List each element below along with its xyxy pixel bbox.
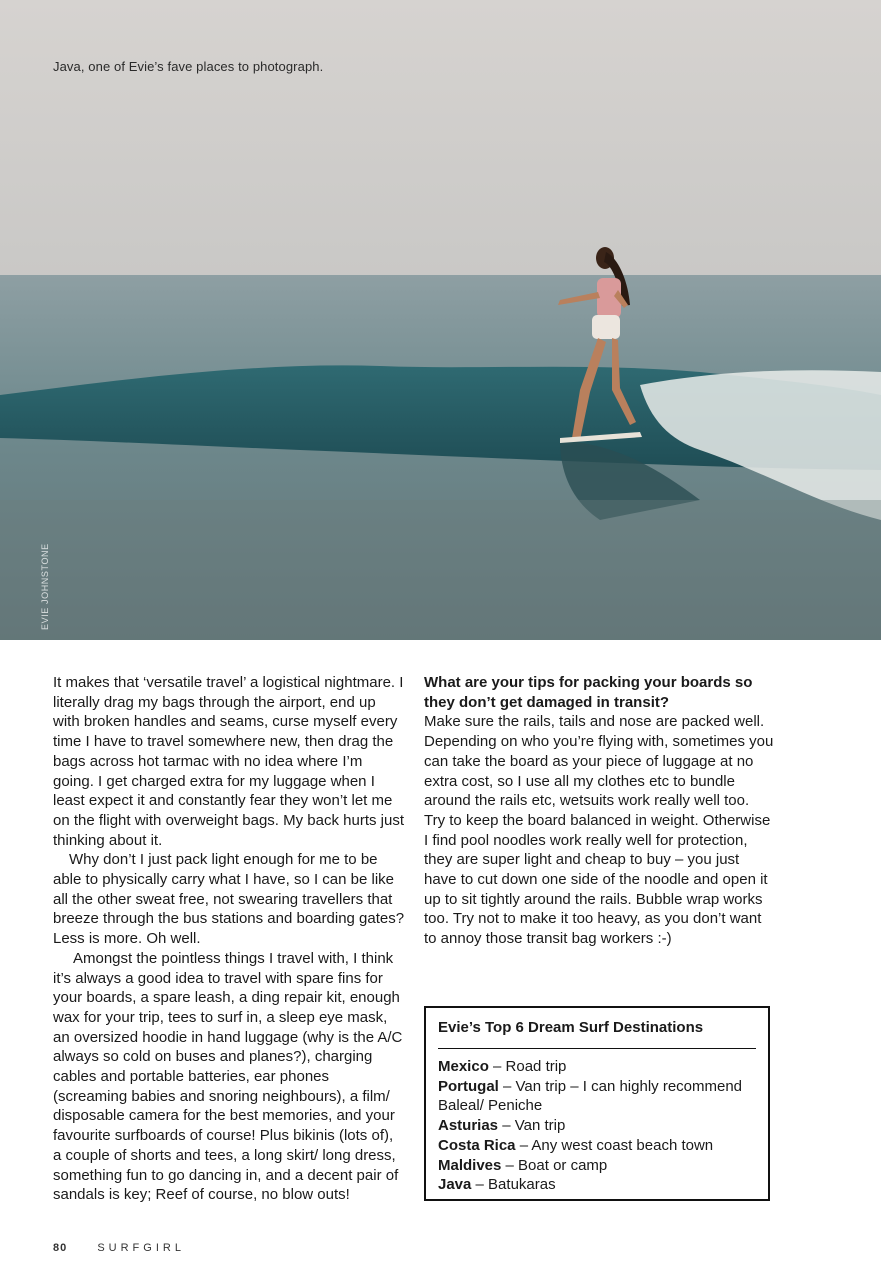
destination-item bbox=[438, 1077, 756, 1116]
body-paragraph: Amongst the pointless things I travel with, I think it’s always a good idea to travel with spare fins for your boards, a spare leash, a ding repair kit, enough wax for your trip, tees to surf in, a sleep eye mask, an oversized hoodie in hand luggage (why is the A/C always so cold on buses and planes?), charging cables and portable batteries, ear phones (screaming babies and snoring neighbours), a film/ disposable camera for the best memories, and your favourite surfboards of course! Plus bikinis (lots of), a couple of shorts and tees, a long skirt/ long dress, something fun to go dancing in, and a decent pair of sandals is key; Reef of course, no blow outs! bbox=[53, 949, 403, 1204]
destination-place: Mexico bbox=[438, 1058, 489, 1075]
destination-item bbox=[438, 1136, 756, 1156]
destination-item bbox=[438, 1175, 756, 1195]
interview-question: What are your tips for packing your boards so they don’t get damaged in transit? bbox=[424, 674, 753, 711]
photo-caption: Java, one of Evie’s fave places to photograph. bbox=[53, 59, 324, 74]
destination-note: – Boat or camp bbox=[501, 1156, 608, 1174]
destination-note: – Any west coast beach town bbox=[515, 1136, 714, 1154]
destination-item bbox=[438, 1156, 756, 1176]
destination-place: Maldives bbox=[438, 1156, 502, 1174]
destination-item bbox=[438, 1057, 756, 1077]
destination-place: Portugal bbox=[438, 1077, 499, 1095]
destinations-title: Evie’s Top 6 Dream Surf Destinations bbox=[438, 1018, 756, 1049]
photo-credit: EVIE JOHNSTONE bbox=[40, 543, 50, 630]
right-column bbox=[424, 673, 774, 949]
destination-place: Java bbox=[438, 1176, 472, 1194]
body-paragraph: Why don’t I just pack light enough for me to be able to physically carry what I have, so I can be like all the other sweat free, not swearing travellers that breeze through the bus stations and boarding gates? Less is more. Oh well. bbox=[53, 851, 405, 948]
destination-note: – Road trip bbox=[488, 1058, 567, 1075]
left-column bbox=[53, 673, 405, 1205]
page-number: 80 bbox=[53, 1242, 68, 1254]
body-paragraph: It makes that ‘versatile travel’ a logistical nightmare. I literally drag my bags through the airport, end up with broken handles and seams, curse myself every time I have to travel somewhere new, then drag the bags across hot tarmac with no idea where I’m going. I get charged extra for my luggage when I least expect it and constantly fear they won’t let me on the flight with overweight bags. My back hurts just thinking about it. bbox=[53, 674, 405, 849]
interview-answer: Make sure the rails, tails and nose are packed well. Depending on who you’re flying with, sometimes you can take the board as your piece of luggage at no extra cost, so I use all my clothes etc to bundle around the rails etc, wetsuits work really well too. Try to keep the board balanced in weight. Otherwise I find pool noodles work really well for protection, they are super light and cheap to buy – you just have to cut down one side of the noodle and open it up to sit tightly around the rails. Bubble wrap works too. Try not to make it too heavy, as you don’t want to annoy those transit bag workers :-) bbox=[424, 713, 774, 948]
destination-item bbox=[438, 1116, 756, 1136]
destination-note: – Van trip – I can highly recommend Baleal/ Peniche bbox=[438, 1077, 743, 1115]
magazine-name: SURFGIRL bbox=[97, 1242, 185, 1254]
destination-note: – Van trip bbox=[498, 1117, 566, 1135]
destination-place: Asturias bbox=[438, 1117, 499, 1135]
destinations-box bbox=[424, 1006, 770, 1201]
destination-place: Costa Rica bbox=[438, 1136, 516, 1154]
destination-note: – Batukaras bbox=[471, 1176, 556, 1194]
page-footer bbox=[53, 1242, 185, 1254]
